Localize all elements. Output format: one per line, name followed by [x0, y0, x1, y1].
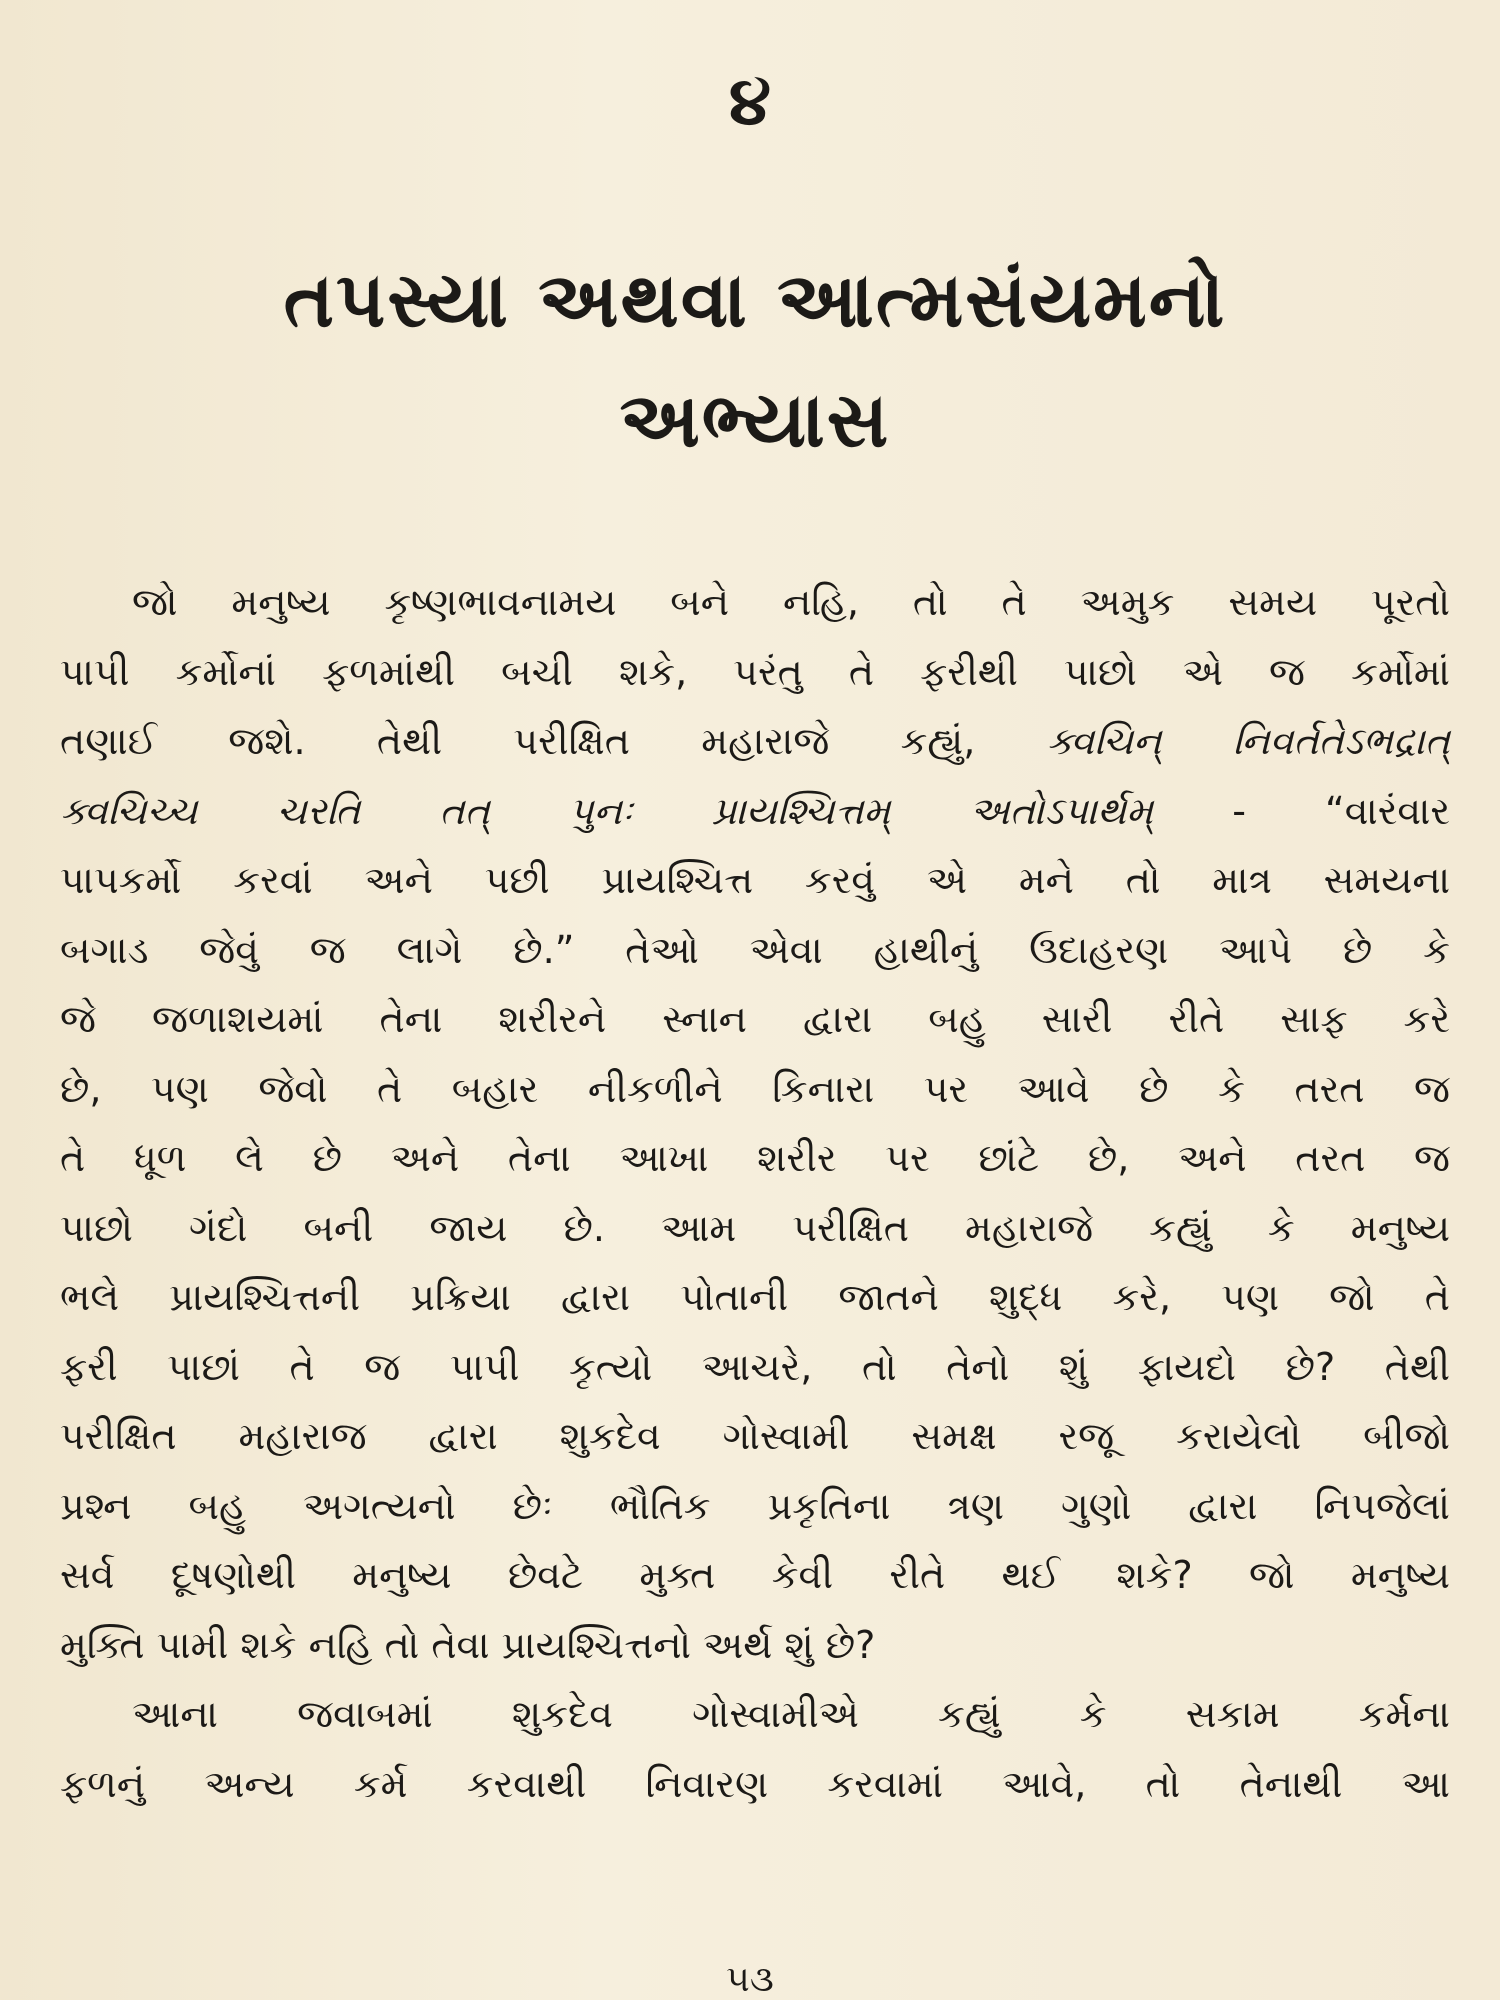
text-line: પરીક્ષિત મહારાજ દ્વારા શુકદેવ ગોસ્વામી સમક્ષ રજૂ કરાયેલો બીજો — [60, 1414, 1450, 1458]
chapter-title-line-1: તપસ્યા અથવા આત્મસંયમનો — [283, 255, 1227, 344]
text-line: મુક્તિ પામી શકે નહિ તો તેવા પ્રાયશ્ચિત્તનો અર્થ શું છે? — [60, 1622, 876, 1667]
text-line: તે ધૂળ લે છે અને તેના આખા શરીર પર છાંટે છે, અને તરત જ — [60, 1136, 1450, 1180]
text-line: સર્વ દૂષણોથી મનુષ્ય છેવટે મુક્ત કેવી રીતે થઈ શકે? જો મનુષ્ય — [60, 1553, 1450, 1597]
sanskrit-quote-part-2: ક્વચિચ્ચ ચરતિ તત્ પુનઃ પ્રાયશ્ચિત્તમ્ અતોઽપાર્થમ્ — [60, 788, 1154, 833]
text-line: ફળનું અન્ય કર્મ કરવાથી નિવારણ કરવામાં આવે, તો તેનાથી આ — [60, 1761, 1450, 1806]
text-segment: તણાઈ જશે. તેથી પરીક્ષિત મહારાજે કહ્યું, — [60, 719, 1047, 763]
text-line: જો મનુષ્ય કૃષ્ણભાવનામય બને નહિ, તો તે અમુક સમય પૂરતો — [132, 580, 1450, 624]
paragraph-1 — [60, 568, 1450, 1680]
paragraph-2 — [60, 1680, 1450, 1819]
text-line: બગાડ જેવું જ લાગે છે.” તેઓ એવા હાથીનું ઉદાહરણ આપે છે કે — [60, 927, 1450, 972]
chapter-title-line-2: અભ્યાસ — [619, 375, 891, 464]
text-line: પ્રશ્ન બહુ અગત્યનો છેઃ ભૌતિક પ્રકૃતિના ત્રણ ગુણો દ્વારા નિપજેલાં — [60, 1483, 1450, 1528]
text-line — [60, 777, 1450, 847]
text-segment: - “વારંવાર — [1153, 788, 1450, 833]
text-line: ફરી પાછાં તે જ પાપી કૃત્યો આચરે, તો તેનો શું ફાયદો છે? તેથી — [60, 1344, 1450, 1389]
chapter-title — [60, 240, 1450, 480]
text-line: પાપકર્મો કરવાં અને પછી પ્રાયશ્ચિત્ત કરવું એ મને તો માત્ર સમયના — [60, 858, 1450, 902]
page-number: ૫૩ — [726, 1959, 774, 2000]
text-line: જે જળાશયમાં તેના શરીરને સ્નાન દ્વારા બહુ સારી રીતે સાફ કરે — [60, 997, 1450, 1041]
text-line: પાછો ગંદો બની જાય છે. આમ પરીક્ષિત મહારાજે કહ્યું કે મનુષ્ય — [60, 1205, 1450, 1250]
text-line: ભલે પ્રાયશ્ચિત્તની પ્રક્રિયા દ્વારા પોતાની જાતને શુદ્ધ કરે, પણ જો તે — [60, 1275, 1450, 1319]
chapter-number: ૪ — [728, 62, 772, 141]
sanskrit-quote-part-1: ક્વચિન્ નિવર્તતેઽભદ્રાત્ — [1046, 719, 1450, 763]
text-line: છે, પણ જેવો તે બહાર નીકળીને કિનારા પર આવે છે કે તરત જ — [60, 1066, 1450, 1111]
body-text — [60, 568, 1450, 1819]
text-line — [60, 707, 1450, 777]
text-line: પાપી કર્મોનાં ફળમાંથી બચી શકે, પરંતુ તે ફરીથી પાછો એ જ કર્મોમાં — [60, 649, 1450, 694]
text-line: આના જવાબમાં શુકદેવ ગોસ્વામીએ કહ્યું કે સકામ કર્મના — [132, 1692, 1450, 1736]
